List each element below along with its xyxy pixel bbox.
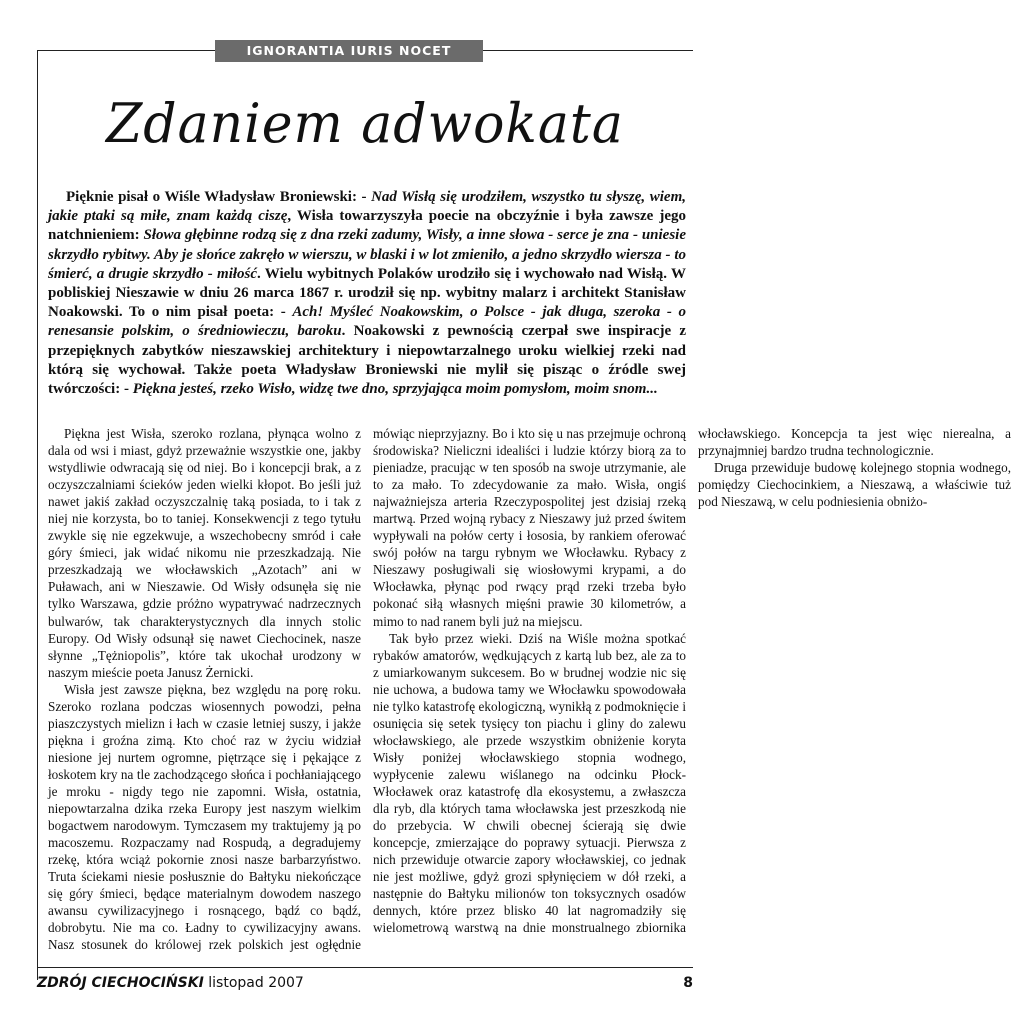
body-paragraph: Druga przewiduje budowę kolejnego stopnia wodnego, pomiędzy Ciechocinkiem, a Nieszawą, a właściwie tuż pod Nieszawą, w celu podniesienia obniżo- [698, 460, 1011, 510]
lead-quote: Ach! Myśleć Noakowskim, o Polsce - jak długa, szeroka - o renesansie polskim, o średniowieczu, baroku [48, 304, 686, 340]
publication-issue: listopad 2007 [208, 975, 304, 991]
article-lead [48, 188, 686, 399]
article-title: Zdaniem adwokata [106, 92, 624, 156]
frame-top-rule-right [483, 50, 693, 51]
body-paragraph: Tak było przez wieki. Dziś na Wiśle można spotkać rybaków amatorów, wędkujących z kartą lub bez, ale za to z umiarkowanym sukcesem. Bo w brudnej wodzie nic się nie uchowa, a budowa tamy we Włocławku spowodowała nie tylko katastrofę ekologiczną, wynikłą z podmoknięcie i osunięcia się setek tysięcy ton piachu i gliny do zalewu włocławskiego, ale przede wszystkim obniżenie koryta Wisły poniżej włocławskiego stopnia wodnego, wypłycenie zalewu wiślanego na odcinku Płock-Włocławek oraz katastrofę dla ekosystemu, a zwłaszcza dla ryb, dla których tama włocławska jest przeszkodą nie do przebycia. W chwili obecnej ścierają się dwie koncepcje, zmierzające do poprawy sytuacji. Pierwsza z nich przewiduje otwarcie zapory włocławskiej, co jednak nie jest możliwe, gdyż grozi spłynięciem w dół rzeki, a następnie do Bałtyku milionów ton toksycznych osadów dennych, które przez blisko 40 lat nagromadziły się wielometrową warstwą na dnie monstrualnego zbiornika włocławskiego. Koncepcja ta jest więc nierealna, a przynajmniej bardzo trudna technologicznie. [373, 426, 1011, 936]
frame-top-rule-left [37, 50, 215, 51]
article-body [48, 425, 1011, 965]
body-paragraph: Piękna jest Wisła, szeroko rozlana, płynąca wolno z dala od wsi i miast, gdyż przeważnie wszystkie one, jakby wstydliwie odwracają się od niej. Bo i koncepcji brak, a z oczyszczalniami ścieków jeden wielki kłopot. Bo jeśli już nawet jakiś zakład oczyszczalnię taką posiada, to i tak z niej nie korzysta, bo to taniej. Konsekwencji z tego tytułu zwykle się nie egzekwuje, a wszechobecny smród i całe góry śmieci, jak widać nikomu nie przeszkadzają. Nie przeszkadzają we włocławskich „Azotach” ani w Puławach, ani w Nieszawie. Od Wisły odsunęła się nie tylko Warszawa, gdzie próżno wypatrywać nadrzecznych bulwarów, tak charakterystycznych dla innych stolic Europy. Od Wisły odsunął się nawet Ciechocinek, nasze słynne „Tężniopolis”, które tak ukochał urodzony w naszym mieście poeta Janusz Żernicki. [48, 426, 361, 680]
lead-text: , Wisła towarzyszyła poecie na obczyźnie i była zawsze jego natchnieniem: [48, 208, 687, 244]
footer-rule [37, 967, 693, 968]
frame-left-rule [37, 50, 38, 980]
lead-text: . Noakowski z pewnością czerpał swe inspiracje z przepięknych zabytków nieszawskiej architektury i niepowtarzalnego uroku wielkiej rzeki nad którą się wychował. Także poeta Władysław Broniewski nie mylił się pisząc o źródle swej twórczości: - [48, 323, 686, 398]
lead-text: . Wielu wybitnych Polaków urodziło się i wychowało nad Wisłą. W pobliskiej Nieszawie w dniu 26 marca 1867 r. urodził się np. wybitny malarz i architekt Stanisław Noakowski. To o nim pisał poeta: - [48, 265, 686, 321]
lead-quote: Piękna jesteś, rzeko Wisło, widzę twe dno, sprzyjająca moim pomysłom, moim snom... [132, 381, 658, 398]
section-banner: IGNORANTIA IURIS NOCET [215, 40, 483, 62]
publication-name: ZDRÓJ CIECHOCIŃSKI [37, 975, 204, 991]
body-paragraph: Wisła jest zawsze piękna, bez względu na porę roku. Szeroko rozlana podczas wiosennych powodzi, pełna piaszczystych mielizn i łach w czasie letniej suszy, i jakże piękna i groźna zimą. Kto choć raz w życiu widział niesione jej nurtem ogromne, piętrzące się i pękające z łoskotem kry na tle zachodzącego słońca i pochłaniającego je mroku - nigdy tego nie zapomni. Wisła, ostatnia, niepowtarzalna dzika rzeka Europy jest naszym wielkim bogactwem narodowym. Tymczasem my traktujemy ją po macoszemu. Rozpaczamy nad Rospudą, a degradujemy rzekę, która wciąż pokornie znosi nasze barbarzyństwo. Truta ściekami niesie posłusznie do Bałtyku niekończące się góry śmieci, będące materialnym dowodem naszego awansu cywilizacyjnego i rosnącego, bądź co bądź, dobrobytu. Nie ma co. Ładny to cywilizacyjny awans. Nasz stosunek do królowej rzek polskich jest ogłędnie mówiąc nieprzyjazny. Bo i kto się u nas przejmuje ochroną środowiska? Nieliczni idealiści i ludzie którzy biorą za to pieniadze, pracując w ten sposób na swoje utrzymanie, ale to za mało. To zdecydowanie za mało. Wisła, ongiś najważniejsza arteria Rzeczypospolitej jest dzisiaj rzeką martwą. Przed wojną rybacy z Nieszawy już przed świtem wypływali na połów certy i łososia, by rankiem oferować swój połów na targu rybnym we Włocławku. Rybacy z Nieszawy posługiwali się wiosłowymi krypami, a do Włocławka, płynąc pod rwący prąd rzeki trzeba było pokonać siłą własnych mięśni prawie 30 kilometrów, a mimo to nad ranem byli już na miejscu. [48, 426, 686, 953]
lead-text: Pięknie pisał o Wiśle Władysław Broniewski: - [66, 189, 372, 205]
page-number: 8 [683, 975, 693, 991]
lead-quote: Słowa głębinne rodzą się z dna rzeki zadumy, Wisły, a inne słowa - serce je zna - uniesie skrzydło rybitwy. Aby je słońce zakręło w wierszu, w blaski i w lot zmieniło, a jedno skrzydło wiersza - to śmierć, a drugie skrzydło - miłość [48, 227, 686, 282]
lead-quote: Nad Wisłą się urodziłem, wszystko tu słyszę, wiem, jakie ptaki są miłe, znam każdą ciszę [48, 189, 686, 225]
footer-publication [37, 975, 304, 991]
